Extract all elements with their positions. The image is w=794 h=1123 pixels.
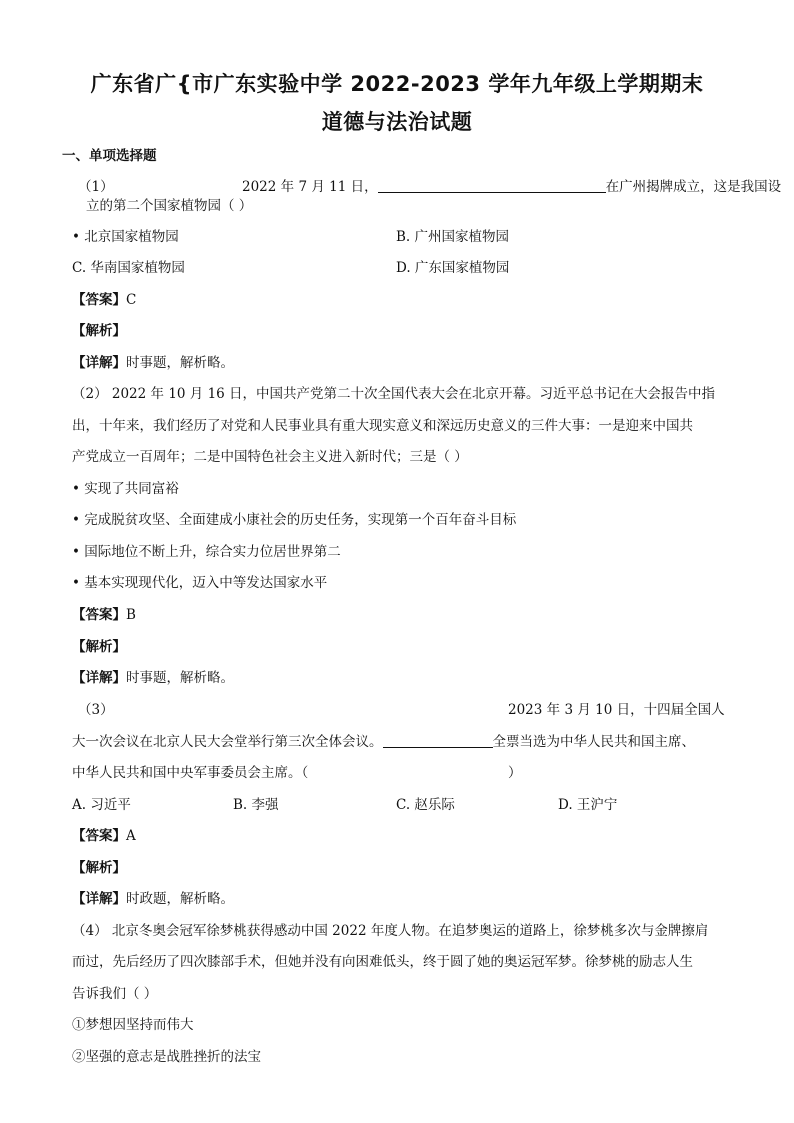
doc-title-line2: 道德与法治试题: [321, 110, 473, 134]
q3-answer: [72, 827, 136, 845]
q2-answer: [72, 606, 136, 624]
q2-stem-line1: （2） 2022 年 10 月 16 日，中国共产党第二十次全国代表大会在北京开幕。习近平总书记在大会报告中指: [72, 386, 716, 402]
q3-option-d: D. 王沪宁: [558, 797, 618, 813]
q1-option-d: D. 广东国家植物园: [396, 260, 510, 276]
q2-detail: [72, 669, 234, 687]
q2-answer-value: B: [126, 607, 136, 623]
q3-option-c: C. 赵乐际: [396, 797, 455, 813]
q2-option-a: • 实现了共同富裕: [72, 481, 179, 497]
q3-option-a: A. 习近平: [72, 797, 131, 813]
q3-number: （3）: [78, 702, 114, 718]
q3-detail-text: 时政题，解析略。: [126, 891, 234, 907]
q2-option-d: • 基本实现现代化，迈入中等发达国家水平: [72, 575, 328, 591]
q3-detail-label: 【详解】: [72, 891, 126, 907]
q1-detail: [72, 354, 234, 372]
q1-detail-text: 时事题，解析略。: [126, 355, 234, 371]
q1-stem-line2: 立的第二个国家植物园（ ）: [86, 198, 253, 214]
q2-detail-text: 时事题，解析略。: [126, 670, 234, 686]
q4-item-1: ①梦想因坚持而伟大: [72, 1017, 194, 1033]
section-heading: 一、单项选择题: [62, 148, 157, 164]
q1-analysis-label: 【解析】: [72, 323, 126, 339]
q2-detail-label: 【详解】: [72, 670, 126, 686]
q1-detail-label: 【详解】: [72, 355, 126, 371]
q3-answer-value: A: [126, 828, 136, 844]
q3-option-b: B. 李强: [233, 797, 279, 813]
q3-blank: [383, 733, 493, 748]
q1-blank: [378, 178, 606, 193]
q3-detail: [72, 890, 234, 908]
q1-option-a: • 北京国家植物园: [72, 229, 179, 245]
q1-date: 2022 年 7 月 11 日，: [242, 179, 378, 195]
q4-stem-line1: （4） 北京冬奥会冠军徐梦桃获得感动中国 2022 年度人物。在追梦奥运的道路上，徐梦桃多次与金牌擦肩: [72, 923, 709, 939]
doc-title-line1: 广东省广{市广东实验中学 2022-2023 学年九年级上学期期末: [90, 72, 704, 96]
q1-number: （1）: [78, 179, 114, 195]
q2-stem-line2: 出，十年来，我们经历了对党和人民事业具有重大现实意义和深远历史意义的三件大事：一是迎来中国共: [72, 418, 693, 434]
q3-answer-label: 【答案】: [72, 828, 126, 844]
q4-stem-line2: 而过，先后经历了四次膝部手术，但她并没有向困难低头，终于圆了她的奥运冠军梦。徐梦桃的励志人生: [72, 954, 693, 970]
q2-option-c: • 国际地位不断上升，综合实力位居世界第二: [72, 544, 341, 560]
q1-answer-value: C: [126, 292, 137, 308]
q3-stem-part1: 大一次会议在北京人民大会堂举行第三次全体会议。: [72, 734, 383, 750]
q3-stem-line3: 中华人民共和国中央军事委员会主席。（: [72, 765, 309, 781]
q1-stem-line1: [242, 178, 781, 196]
q1-stem-tail: 在广州揭牌成立，这是我国设: [605, 179, 782, 195]
q2-option-b: • 完成脱贫攻坚、全面建成小康社会的历史任务，实现第一个百年奋斗目标: [72, 512, 517, 528]
q4-item-2: ②坚强的意志是战胜挫折的法宝: [72, 1049, 261, 1065]
q1-answer: [72, 291, 136, 309]
q1-answer-label: 【答案】: [72, 292, 126, 308]
q3-date: 2023 年 3 月 10 日，十四届全国人: [508, 702, 725, 718]
q4-stem-line3: 告诉我们（ ）: [72, 986, 158, 1002]
q2-analysis-label: 【解析】: [72, 639, 126, 655]
q2-stem-line3: 产党成立一百周年；二是中国特色社会主义进入新时代；三是（ ）: [72, 449, 468, 465]
q1-option-b: B. 广州国家植物园: [396, 229, 510, 245]
q3-stem-part2: 全票当选为中华人民共和国主席、: [492, 734, 695, 750]
q2-answer-label: 【答案】: [72, 607, 126, 623]
q3-stem-line2: [72, 733, 695, 751]
q3-analysis-label: 【解析】: [72, 860, 126, 876]
q1-option-c: C. 华南国家植物园: [72, 260, 185, 276]
q3-stem-line3-close: ）: [508, 765, 522, 781]
